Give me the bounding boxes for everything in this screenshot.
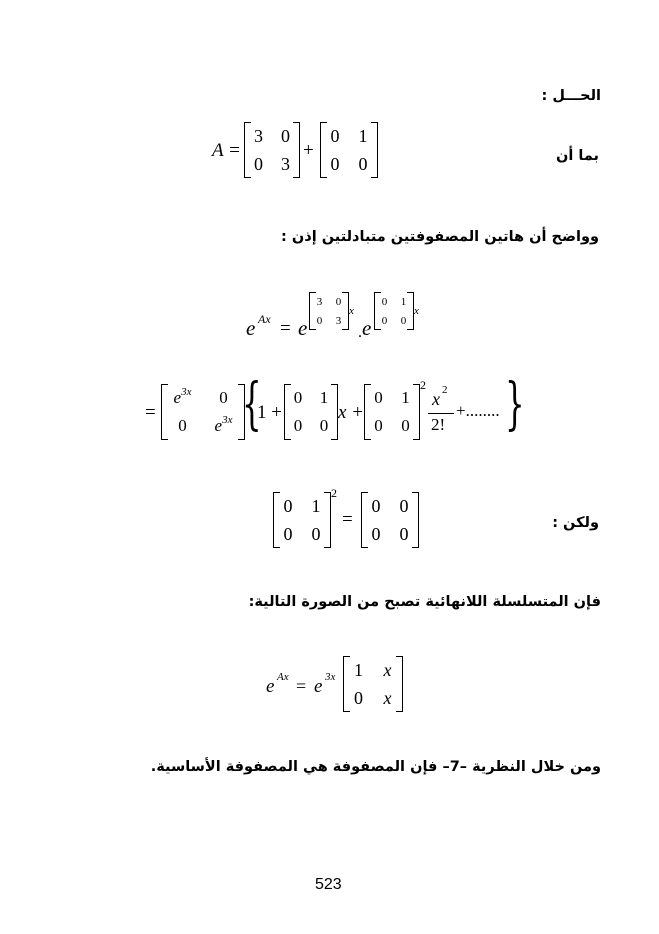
since-label: بما أن <box>555 148 599 164</box>
eq3-nilpotent-matrix-1 <box>284 384 338 440</box>
eq2-e2: e <box>362 316 372 340</box>
eq3-n2-cell: 0 <box>374 388 383 407</box>
eq3-frac-den: 2! <box>431 415 446 434</box>
left-brace-icon: { <box>242 372 262 437</box>
eq3-m-cell: e <box>214 416 223 435</box>
eq2-equals: = <box>280 318 291 339</box>
eq4-matrix-2 <box>361 492 419 548</box>
eq5-equals: = <box>296 676 307 696</box>
but-label: ولكن : <box>552 515 599 531</box>
eq3-one-plus: 1 + <box>257 402 282 423</box>
eq3-equals: = <box>145 402 156 423</box>
eq3-n1-cell: 1 <box>319 388 329 407</box>
eq5-sup: 3x <box>325 671 336 683</box>
eq4-m2-cell: 0 <box>371 523 381 544</box>
eq3-n2-cell: 1 <box>401 388 410 407</box>
eq3-x-plus: x + <box>338 402 365 423</box>
eq5-lhs-e: e <box>266 676 275 697</box>
eq2-sm1-cell: 3 <box>335 314 342 327</box>
eq1-matrix-2 <box>320 122 378 178</box>
eq5-m-cell: x <box>383 659 392 680</box>
eq2-sm2-cell: 0 <box>400 314 407 327</box>
eq3-square: 2 <box>420 378 426 392</box>
eq1-m1-cell: 3 <box>254 125 263 146</box>
fraction-bar <box>428 413 454 414</box>
eq3-m-cell: 0 <box>219 388 228 407</box>
eq1-m2-cell: 0 <box>330 125 340 146</box>
eq1-m2-cell: 1 <box>358 125 368 146</box>
eq4-m1-cell: 0 <box>311 523 321 544</box>
eq3-n1-cell: 0 <box>293 388 303 407</box>
eq2-sm2-cell: 1 <box>400 295 407 308</box>
solution-heading: الحـــل : <box>541 88 601 104</box>
eq2-small-matrix-2 <box>374 292 414 330</box>
eq1-m1-cell: 0 <box>281 125 290 146</box>
eq2-x1: x <box>349 305 354 317</box>
eq3-exp-matrix <box>161 384 245 440</box>
eq4-square: 2 <box>331 486 337 500</box>
eq5-e: e <box>314 676 323 697</box>
eq1-m2-cell: 0 <box>358 153 368 174</box>
eq2-sm2-cell: 0 <box>381 295 388 308</box>
eq4-m2-cell: 0 <box>399 523 409 544</box>
eq1-matrix-1 <box>244 122 300 178</box>
eq4-m2-cell: 0 <box>399 495 409 516</box>
eq5-m-cell: x <box>383 687 392 708</box>
eq3-frac-num-sup: 2 <box>442 384 448 396</box>
conclusion-statement: ومن خلال النظرية –7– فإن المصفوفة هي المصفوفة الأساسية. <box>150 759 601 775</box>
eq3-n1-cell: 0 <box>319 416 329 435</box>
eq2-sm1-cell: 0 <box>316 314 323 327</box>
eq3-exp-sup: 3x <box>222 414 233 426</box>
eq4-m1-cell: 0 <box>283 523 293 544</box>
eq4-m1-cell: 1 <box>311 495 321 516</box>
eq3-m-cell: e <box>173 388 182 407</box>
eq3-n2-cell: 0 <box>374 416 383 435</box>
eq1-m1-cell: 3 <box>281 153 290 174</box>
eq3-tail: +........ <box>456 401 500 420</box>
commute-statement: وواضح أن هاتين المصفوفتين متبادلتين إذن : <box>281 229 599 245</box>
eq5-matrix <box>343 656 403 712</box>
eq2-sm2-cell: 0 <box>381 314 388 327</box>
eq2-sm1-cell: 0 <box>335 295 342 308</box>
eq4-matrix-1 <box>273 492 331 548</box>
eq4-equals: = <box>342 509 353 530</box>
eq3-n2-cell: 0 <box>401 416 410 435</box>
eq3-exp-sup: 3x <box>181 386 192 398</box>
eq5-m-cell: 0 <box>354 687 363 708</box>
right-brace-icon: } <box>505 372 525 437</box>
eq2-dot: . <box>358 324 362 341</box>
eq5-m-cell: 1 <box>354 659 363 680</box>
eq2-lhs-e: e <box>246 316 256 340</box>
eq3-n1-cell: 0 <box>293 416 303 435</box>
eq3-m-cell: 0 <box>178 416 187 435</box>
series-statement: فإن المتسلسلة اللانهائية تصبح من الصورة التالية: <box>248 594 601 610</box>
eq2-x2: x <box>414 305 419 317</box>
eq1-m2-cell: 0 <box>330 153 340 174</box>
eq3-frac-num: x <box>432 389 440 409</box>
page-number: 523 <box>315 876 342 893</box>
eq2-small-matrix-1 <box>309 292 349 330</box>
eq1-m1-cell: 0 <box>254 153 263 174</box>
eq1-lhs: A = <box>212 140 241 161</box>
eq2-lhs-sup: Ax <box>258 312 271 326</box>
eq2-e1: e <box>298 316 308 340</box>
eq3-nilpotent-matrix-2 <box>364 384 420 440</box>
eq4-m2-cell: 0 <box>371 495 381 516</box>
eq4-m1-cell: 0 <box>283 495 293 516</box>
eq5-lhs-sup: Ax <box>277 671 289 683</box>
eq2-sm1-cell: 3 <box>316 295 323 308</box>
eq1-plus: + <box>303 140 314 161</box>
